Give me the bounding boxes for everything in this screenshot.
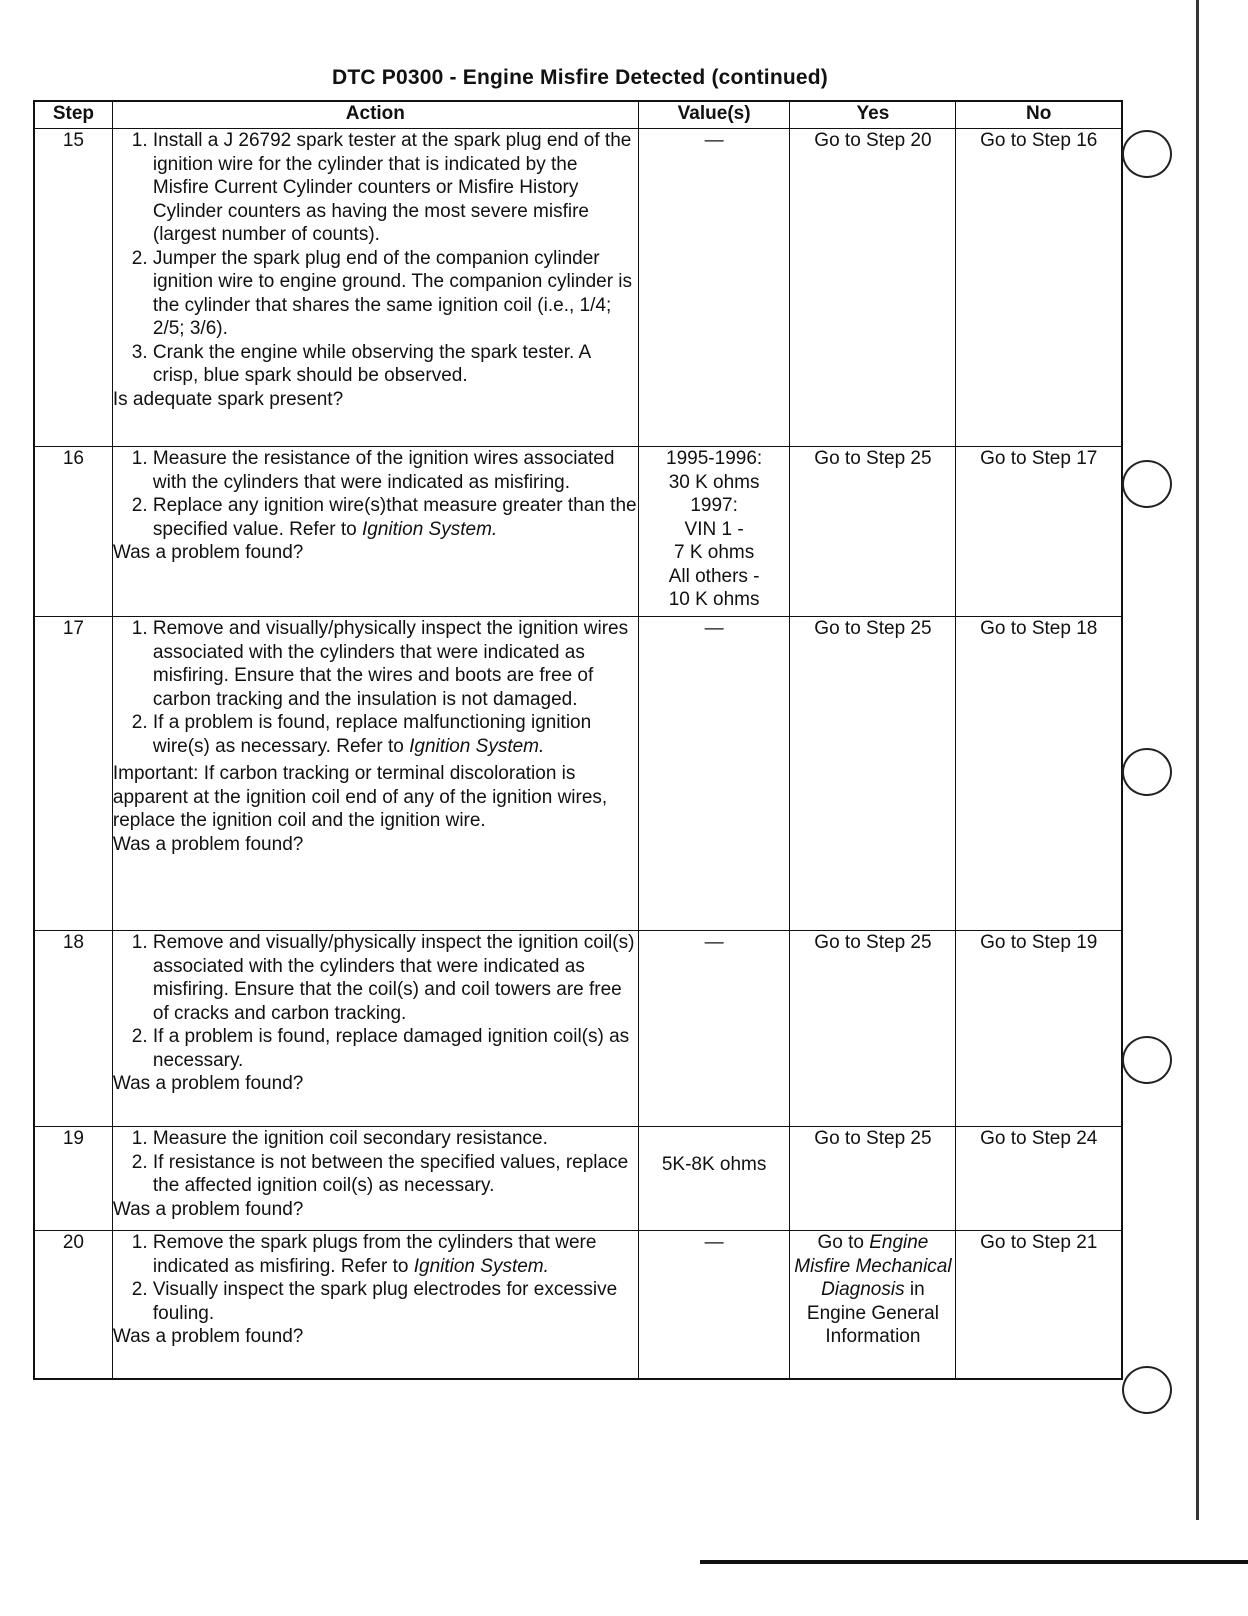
step-number: 15 <box>34 129 112 447</box>
question: Is adequate spark present? <box>112 388 344 410</box>
table-header-row <box>34 101 1122 129</box>
value-cell: — <box>638 1231 790 1379</box>
binder-hole <box>1122 1036 1172 1084</box>
question: Was a problem found? <box>112 1073 304 1094</box>
col-action-header: Action <box>112 101 638 129</box>
question: Was a problem found? <box>112 1326 304 1347</box>
no-cell: Go to Step 17 <box>956 447 1122 617</box>
action-cell <box>112 1231 638 1379</box>
action-item: 2. If a problem is found, replace damaged ignition coil(s) as necessary. <box>153 1025 638 1072</box>
page-edge-line <box>1196 0 1199 1520</box>
col-values-header: Value(s) <box>638 101 790 129</box>
yes-cell: Go to Step 25 <box>790 447 956 617</box>
action-item: 2. If resistance is not between the specified values, replace the affected ignition coil(s) as necessary. <box>153 1151 638 1198</box>
step-number: 19 <box>34 1127 112 1231</box>
table-row <box>34 447 1122 617</box>
action-item: 1. Install a J 26792 spark tester at the spark plug end of the ignition wire for the cylinder that is indicated by the Misfire Current Cylinder counters or Misfire History Cylinder counters as having the most severe misfire (largest number of counts). <box>153 129 638 247</box>
col-step-header: Step <box>34 101 112 129</box>
action-item: 2. Replace any ignition wire(s)that measure greater than the specified value. Refer to Ignition System. <box>153 494 638 541</box>
question: Was a problem found? <box>112 833 304 855</box>
yes-cell: Go to Engine Misfire Mechanical Diagnosis in Engine General Information <box>790 1231 956 1379</box>
action-item: 1. Measure the ignition coil secondary resistance. <box>153 1127 638 1151</box>
page-title: DTC P0300 - Engine Misfire Detected (continued) <box>332 66 828 89</box>
step-number: 20 <box>34 1231 112 1379</box>
binder-hole <box>1122 130 1172 178</box>
step-number: 16 <box>34 447 112 617</box>
yes-cell: Go to Step 25 <box>790 1127 956 1231</box>
no-cell: Go to Step 19 <box>956 931 1122 1127</box>
action-item: 2. Visually inspect the spark plug electrodes for excessive fouling. <box>153 1278 638 1325</box>
no-cell: Go to Step 24 <box>956 1127 1122 1231</box>
action-item: 3. Crank the engine while observing the spark tester. A crisp, blue spark should be observed. <box>153 341 638 388</box>
yes-cell: Go to Step 20 <box>790 129 956 447</box>
table-row <box>34 1231 1122 1379</box>
value-cell: — <box>638 617 790 931</box>
no-cell: Go to Step 16 <box>956 129 1122 447</box>
yes-cell: Go to Step 25 <box>790 931 956 1127</box>
action-item: 1. Remove and visually/physically inspect the ignition wires associated with the cylinders that were indicated as misfiring. Ensure that the wires and boots are free of carbon tracking and the insulation is not damaged. <box>153 617 638 711</box>
action-cell <box>112 1127 638 1231</box>
page-edge-line <box>700 1560 1248 1564</box>
reference-link: Ignition System. <box>362 518 498 540</box>
no-cell: Go to Step 21 <box>956 1231 1122 1379</box>
action-cell <box>112 617 638 931</box>
action-item: 1. Measure the resistance of the ignition wires associated with the cylinders that were indicated as misfiring. <box>153 447 638 494</box>
reference-link: Ignition System. <box>413 1255 549 1277</box>
question: Was a problem found? <box>112 542 304 563</box>
table-row <box>34 129 1122 447</box>
action-item: 1. Remove the spark plugs from the cylinders that were indicated as misfiring. Refer to Ignition System. <box>153 1231 638 1278</box>
binder-hole <box>1122 748 1172 796</box>
binder-hole <box>1122 460 1172 508</box>
table-row <box>34 931 1122 1127</box>
no-cell: Go to Step 18 <box>956 617 1122 931</box>
reference-link: Engine Misfire Mechanical Diagnosis <box>794 1232 952 1300</box>
value-cell: — <box>638 129 790 447</box>
action-cell <box>112 447 638 617</box>
step-number: 17 <box>34 617 112 931</box>
value-cell: 1995-1996: 30 K ohms 1997: VIN 1 - 7 K ohms All others - 10 K ohms <box>638 447 790 617</box>
col-no-header: No <box>956 101 1122 129</box>
question: Was a problem found? <box>112 1198 304 1220</box>
value-cell: 5K-8K ohms <box>638 1127 790 1231</box>
step-number: 18 <box>34 931 112 1127</box>
action-item: 2. Jumper the spark plug end of the companion cylinder ignition wire to engine ground. The companion cylinder is the cylinder that shares the same ignition coil (i.e., 1/4; 2/5; 3/6). <box>153 247 638 341</box>
diagnostic-table <box>33 100 1123 1380</box>
table-row <box>34 617 1122 931</box>
important-note: Important: If carbon tracking or terminal discoloration is apparent at the ignition coil end of any of the ignition wires, replace the ignition coil and the ignition wire. <box>112 763 608 831</box>
action-item: 2. If a problem is found, replace malfunctioning ignition wire(s) as necessary. Refer to Ignition System. <box>153 711 638 758</box>
yes-cell: Go to Step 25 <box>790 617 956 931</box>
reference-link: Ignition System. <box>409 735 545 757</box>
action-cell <box>112 129 638 447</box>
action-item: 1. Remove and visually/physically inspect the ignition coil(s) associated with the cylinders that were indicated as misfiring. Ensure that the coil(s) and coil towers are free of cracks and carbon tracking. <box>153 931 638 1025</box>
action-cell <box>112 931 638 1127</box>
table-row <box>34 1127 1122 1231</box>
binder-hole <box>1122 1366 1172 1414</box>
value-cell: — <box>638 931 790 1127</box>
col-yes-header: Yes <box>790 101 956 129</box>
